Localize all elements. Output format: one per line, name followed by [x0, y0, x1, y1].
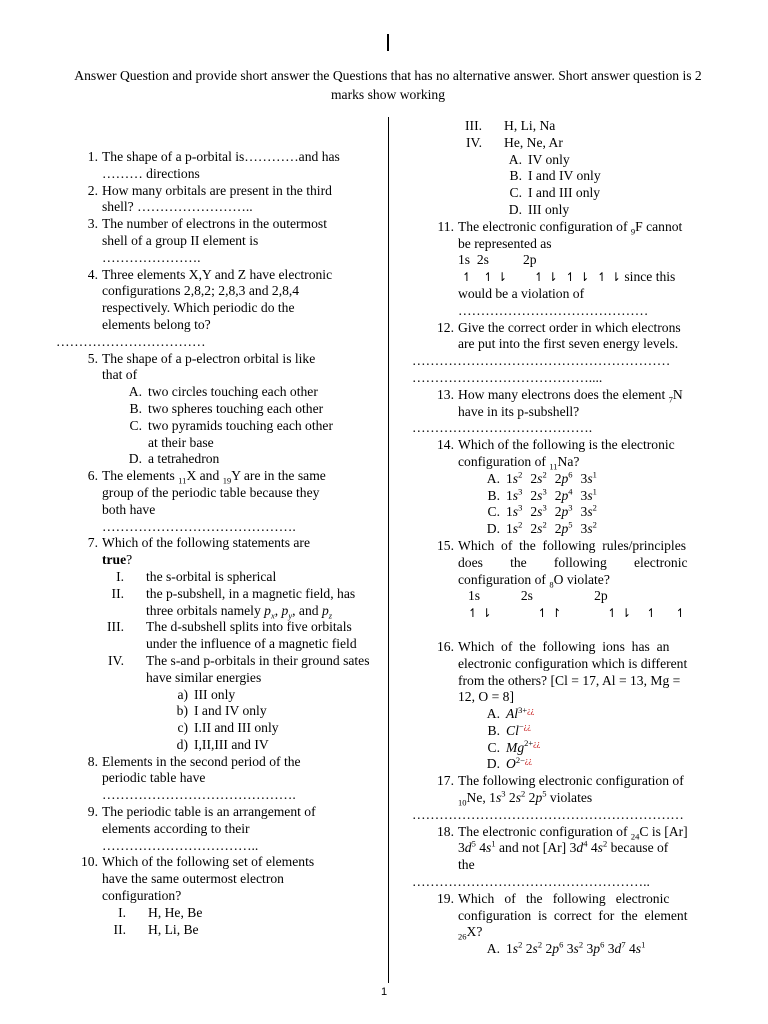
option-d: D. a tetrahedron: [128, 451, 220, 467]
answer-line: …………………………………....: [412, 369, 603, 385]
question-text-line: are put into the first seven energy levels.: [458, 336, 679, 352]
option-d: D. III only: [508, 201, 570, 217]
question-number: 18.: [437, 823, 454, 839]
option-d: D. $O^{2-¿¿}$: [486, 754, 532, 772]
question-text-line: configuration of $_{11}$Na?: [458, 453, 580, 472]
option-c: C. $1s^3$ $2s^3$ $2p^3$ $3s^2$: [487, 502, 597, 520]
option-a: A. $Al^{3+¿¿}$: [486, 704, 535, 722]
question-text-line: The number of electrons in the outermost: [102, 216, 327, 232]
question-text-line: electronic configuration which is different: [458, 655, 688, 671]
question-text-line: group of the periodic table because they: [102, 484, 320, 500]
option-c: C. $Mg^{2+¿¿}$: [487, 738, 541, 755]
option-a: A. $1s^2$ $2s^2$ $2p^6$ $3s^1$: [486, 469, 597, 486]
question-text-line: would be a violation of: [458, 285, 585, 301]
question-text-line: Three elements X,Y and Z have electronic: [102, 266, 333, 282]
question-12: [434, 320, 722, 354]
question-1: [78, 149, 368, 183]
option-b: B. two spheres touching each other: [129, 400, 324, 416]
question-text: The shape of a p-orbital is…………and has ……… directions: [102, 149, 340, 181]
answer-line: ………………….: [102, 249, 201, 265]
question-3: [78, 216, 368, 266]
question-text-line: Give the correct order in which electrons: [458, 319, 681, 335]
question-number: 16.: [437, 638, 454, 654]
option-c: c) I.II and III only: [177, 720, 279, 736]
question-text-line: Which of the following set of elements: [102, 854, 315, 870]
question-text-line: respectively. Which periodic do the: [102, 300, 295, 316]
question-number: 10.: [81, 854, 98, 870]
question-number: 5.: [87, 350, 98, 366]
right-column: [412, 118, 722, 958]
question-text-line: shell? ……………………..: [102, 199, 253, 215]
answer-line: ……………………………..: [102, 837, 259, 853]
question-text-line: Elements in the second period of the: [102, 753, 301, 769]
option-a: A. two circles touching each other: [128, 384, 318, 400]
statement-iii: III. The d-subshell splits into five orbitals under the influence of a magnetic field: [107, 619, 357, 652]
question-8: [78, 754, 368, 804]
answer-line: ……………………………: [56, 333, 206, 349]
answer-line: …………………………………….: [102, 787, 296, 803]
answer-line: ……………………………………: [458, 302, 649, 318]
question-text-line: The elements $_{11}$X and $_{19}$Y are in the same: [102, 468, 326, 486]
question-number: 4.: [87, 266, 98, 282]
question-text-line: The electronic configuration of $_9$F cannot: [458, 218, 683, 237]
option-b: b) I and IV only: [176, 703, 267, 719]
question-15: [434, 538, 722, 622]
question-text-line: The following electronic configuration of: [458, 773, 684, 789]
question-text-line: 12, O = 8]: [458, 689, 514, 705]
question-text-line: Which of the following statements are: [102, 535, 310, 551]
left-column: [56, 149, 370, 938]
question-text-line: How many electrons does the element $_7$N: [458, 386, 683, 405]
q14-options: [458, 471, 722, 538]
set-ii: II. H, Li, Be: [113, 921, 199, 937]
question-text-line: elements according to their: [102, 820, 250, 836]
answer-line: …………………………………….: [102, 518, 296, 534]
set-iii: III. H, Li, Na: [465, 118, 556, 133]
orbital-labels: 1s 2s 2p: [468, 588, 608, 604]
question-number: 6.: [87, 468, 98, 484]
question-text-line: have in its p-subshell?: [458, 403, 580, 419]
question-text-line: The electronic configuration of $_{24}$C is [Ar]: [458, 823, 688, 842]
question-number: 1.: [87, 149, 98, 164]
set-i: I. H, He, Be: [118, 904, 203, 920]
question-18: [434, 824, 722, 874]
question-text-line: the: [458, 857, 475, 873]
answer-line: ……………………………………………..: [412, 874, 650, 890]
question-number: 13.: [437, 386, 454, 402]
question-text-line: $_{10}$Ne, $1s^3$ $2s^2$ $2p^5$ violates: [458, 788, 593, 808]
option-b: B. I and IV only: [509, 168, 601, 184]
question-text-line: How many orbitals are present in the third: [102, 182, 332, 198]
option-a: a) III only: [177, 686, 236, 702]
column-divider: [388, 117, 389, 983]
question-number: 8.: [87, 753, 98, 769]
question-text-line: both have: [102, 501, 156, 517]
question-text-line: configuration is correct for the element: [458, 907, 688, 923]
question-number: 11.: [437, 218, 454, 234]
question-7: [78, 535, 368, 753]
statement-ii: II. the p-subshell, in a magnetic field, has three orbitals namely $p_x$, $p_y$, and $p_z$: [111, 585, 356, 621]
option-b: B. $1s^3$ $2s^3$ $2p^4$ $3s^1$: [487, 486, 597, 503]
instruction-text: Answer Question and provide short answer the Questions that has no alternative answer. Short answer question is 2 marks show working: [74, 68, 702, 102]
option-c: C. two pyramids touching each other at their base: [129, 417, 333, 450]
question-text-line: from the others? [Cl = 17, Al = 13, Mg =: [458, 672, 681, 688]
question-text-line: configuration of $_8$O violate?: [458, 571, 610, 590]
answer-line: ……………………………………………………: [412, 806, 684, 822]
answer-line: …………………………………………………: [412, 353, 671, 369]
question-number: 15.: [437, 537, 454, 553]
question-text-line: true?: [102, 552, 133, 568]
question-text-line: elements belong to?: [102, 316, 211, 332]
question-6: [78, 468, 368, 535]
question-13: [434, 387, 722, 421]
statement-i: I. the s-orbital is spherical: [116, 568, 277, 584]
question-text-line: be represented as: [458, 235, 552, 251]
question-text-line: Which of the following rules/principles: [458, 537, 687, 553]
question-text-line: that of: [102, 367, 138, 383]
question-text-line: configurations 2,8,2; 2,8,3 and 2,8,4: [102, 283, 300, 299]
orbital-diagram: ↿ ↿ ⇂ ↿ ⇂ ↿ ⇂ ↿ ⇂ since this: [458, 269, 676, 285]
option-b: B. Cl−¿¿: [487, 721, 531, 738]
orbital-arrows: ↿ ⇂ ↿ ↾ ↿ ⇂ ↿ ↿: [464, 606, 686, 621]
question-text-line: The shape of a p-electron orbital is like: [102, 350, 316, 366]
option-a: A. $1s^2$ $2s^2$ $2p^6$ $3s^2$ $3p^6$ $3d^7$ $4s^1$: [486, 939, 646, 957]
question-text-line: Which of the following ions has an: [458, 638, 670, 654]
question-number: 9.: [87, 804, 98, 820]
question-text-line: Which of the following is the electronic: [458, 437, 675, 453]
question-number: 3.: [87, 216, 98, 232]
q16-options: [458, 706, 722, 773]
question-14: [434, 437, 722, 538]
question-text-line: configuration?: [102, 888, 182, 904]
question-17: [434, 773, 722, 807]
set-iv: IV. He, Ne, Ar: [466, 134, 563, 150]
question-2: [78, 183, 368, 217]
question-text-line: $_{26}$X?: [458, 924, 483, 943]
question-text-line: periodic table have: [102, 770, 206, 786]
statement-iv: IV. The s-and p-orbitals in their ground sates have similar energies: [108, 652, 370, 685]
top-cursor-mark: [387, 34, 389, 51]
option-d: d) I,II,III and IV: [176, 736, 269, 752]
question-number: 14.: [437, 437, 454, 453]
question-16: [434, 639, 722, 773]
question-number: 12.: [437, 319, 454, 335]
question-5: [78, 351, 368, 469]
orbital-labels: 1s 2s 2p: [458, 252, 537, 268]
question-number: 19.: [437, 890, 454, 906]
question-text-line: Which of the following electronic: [458, 890, 670, 906]
option-a: A. IV only: [508, 151, 570, 167]
question-number: 2.: [87, 182, 98, 198]
question-text-line: does the following electronic: [458, 554, 688, 570]
question-19: [434, 891, 722, 958]
question-10: [78, 854, 368, 938]
orbital-arrows: ↿ ↿ ⇂ ↿ ⇂ ↿ ⇂ ↿ ⇂: [458, 270, 621, 285]
question-number: 17.: [437, 773, 454, 789]
page-number: 1: [380, 986, 388, 998]
question-text-line: $3d^5$ $4s^1$ and not [Ar] $3d^4$ $4s^2$ because of: [458, 838, 669, 856]
option-d: D. $1s^2$ $2s^2$ $2p^5$ $3s^2$: [486, 519, 597, 537]
question-text-line: shell of a group II element is: [102, 232, 259, 248]
question-text-line: The periodic table is an arrangement of: [102, 804, 316, 820]
question-number: 7.: [87, 535, 98, 551]
question-text-line: have the same outermost electron: [102, 871, 284, 887]
question-11: [434, 219, 722, 320]
answer-line: ………………………………….: [412, 420, 593, 436]
question-4: [78, 267, 368, 334]
option-c: C. I and III only: [509, 185, 601, 201]
question-9: [78, 804, 368, 854]
